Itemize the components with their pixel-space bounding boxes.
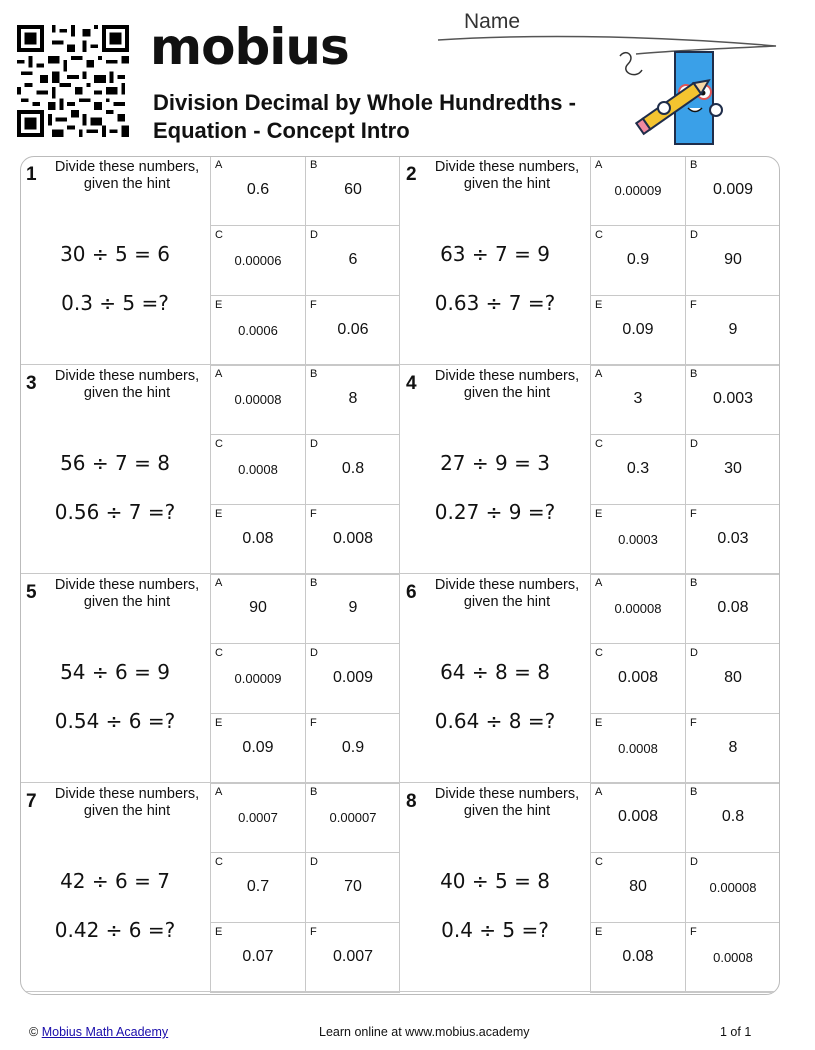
choice-letter: C [595, 438, 603, 450]
choice-letter: B [310, 577, 318, 589]
choice-value: 0.9 [341, 739, 365, 756]
choice-value: 0.03 [717, 530, 749, 547]
question-equation: 0.54 ÷ 6 =? [54, 709, 176, 733]
answer-choices [590, 574, 780, 783]
answer-choices [210, 156, 400, 365]
choice-d[interactable] [685, 853, 780, 923]
choice-letter: B [310, 159, 318, 171]
choice-letter: B [690, 577, 698, 589]
choice-letter: B [690, 159, 698, 171]
choice-value: 0.009 [332, 669, 374, 686]
choice-value: 9 [348, 599, 358, 616]
choice-c[interactable] [590, 853, 685, 923]
choice-letter: C [215, 229, 223, 241]
choice-letter: E [215, 926, 223, 938]
choice-letter: D [690, 856, 698, 868]
footer-copyright [29, 1025, 168, 1039]
problem-number: 4 [406, 373, 417, 394]
choice-value: 0.00007 [329, 810, 377, 825]
choice-value: 0.9 [626, 251, 650, 268]
page-number: 1 of 1 [720, 1025, 752, 1039]
choice-c[interactable] [590, 226, 685, 296]
choice-f[interactable] [685, 296, 780, 366]
problem-instructions: Divide these numbers, given the hint [54, 159, 200, 192]
choice-value: 60 [344, 181, 362, 198]
choice-value: 0.0006 [238, 323, 278, 338]
choice-letter: A [215, 577, 223, 589]
title-line-2: Equation - Concept Intro [153, 118, 410, 143]
choice-letter: A [595, 786, 603, 798]
choice-letter: C [215, 647, 223, 659]
choice-value: 0.003 [712, 390, 754, 407]
choice-value: 0.8 [721, 808, 745, 825]
choice-e[interactable] [590, 714, 685, 784]
choice-value: 6 [348, 251, 358, 268]
choice-letter: D [690, 438, 698, 450]
choice-a[interactable] [590, 783, 685, 853]
choice-value: 0.0008 [618, 741, 658, 756]
choice-letter: E [215, 299, 223, 311]
choice-value: 0.09 [622, 321, 654, 338]
problem-instructions: Divide these numbers, given the hint [434, 577, 580, 610]
choice-letter: B [310, 368, 318, 380]
choice-letter: B [690, 368, 698, 380]
choice-d[interactable] [305, 435, 400, 505]
choice-b[interactable] [685, 156, 780, 226]
choice-value: 8 [348, 390, 358, 407]
choice-b[interactable] [305, 156, 400, 226]
choice-letter: C [215, 856, 223, 868]
choice-letter: A [215, 159, 223, 171]
answer-choices [590, 783, 780, 992]
footer-website: Learn online at www.mobius.academy [319, 1025, 530, 1039]
choice-letter: E [595, 299, 603, 311]
problem-6 [400, 574, 780, 783]
hint-equation: 63 ÷ 7 = 9 [440, 242, 550, 266]
choice-a[interactable] [590, 156, 685, 226]
choice-value: 0.0003 [618, 532, 658, 547]
choice-value: 80 [629, 878, 647, 895]
choice-letter: D [310, 647, 318, 659]
choice-letter: E [595, 508, 603, 520]
mobius-logo [150, 18, 349, 76]
question-equation: 0.3 ÷ 5 =? [61, 291, 169, 315]
choice-value: 8 [728, 739, 738, 756]
hint-equation: 42 ÷ 6 = 7 [60, 869, 170, 893]
choice-letter: F [690, 717, 697, 729]
logo-text: mobius [150, 18, 349, 76]
choice-value: 90 [724, 251, 742, 268]
choice-letter: A [595, 368, 603, 380]
choice-a[interactable] [210, 156, 305, 226]
choice-value: 0.008 [617, 669, 659, 686]
choice-value: 0.007 [332, 948, 374, 965]
answer-choices [590, 365, 780, 574]
choice-value: 0.8 [341, 460, 365, 477]
choice-value: 0.7 [246, 878, 270, 895]
choice-c[interactable] [210, 226, 305, 296]
choice-letter: C [215, 438, 223, 450]
choice-c[interactable] [210, 644, 305, 714]
choice-f[interactable] [305, 714, 400, 784]
choice-value: 0.00009 [614, 183, 662, 198]
choice-d[interactable] [685, 435, 780, 505]
choice-value: 3 [633, 390, 643, 407]
choice-letter: E [215, 508, 223, 520]
hint-equation: 40 ÷ 5 = 8 [440, 869, 550, 893]
problem-number: 3 [26, 373, 37, 394]
question-equation: 0.64 ÷ 8 =? [434, 709, 556, 733]
choice-c[interactable] [590, 435, 685, 505]
choice-letter: A [215, 368, 223, 380]
choice-value: 0.0008 [238, 462, 278, 477]
choice-value: 0.00009 [234, 671, 282, 686]
choice-value: 0.6 [246, 181, 270, 198]
choice-b[interactable] [685, 365, 780, 435]
choice-f[interactable] [305, 505, 400, 575]
question-equation: 0.63 ÷ 7 =? [434, 291, 556, 315]
choice-letter: E [595, 717, 603, 729]
question-equation: 0.56 ÷ 7 =? [54, 500, 176, 524]
choice-value: 0.09 [242, 739, 274, 756]
choice-b[interactable] [305, 574, 400, 644]
choice-d[interactable] [305, 644, 400, 714]
choice-letter: D [690, 229, 698, 241]
choice-value: 80 [724, 669, 742, 686]
choice-value: 9 [728, 321, 738, 338]
choice-a[interactable] [590, 365, 685, 435]
choice-e[interactable] [210, 923, 305, 993]
worksheet-title [153, 89, 653, 145]
choice-letter: E [215, 717, 223, 729]
qr-code [17, 25, 129, 137]
choice-letter: A [595, 577, 603, 589]
problem-number: 8 [406, 791, 417, 812]
choice-d[interactable] [685, 644, 780, 714]
choice-value: 0.00006 [234, 253, 282, 268]
choice-d[interactable] [685, 226, 780, 296]
choice-letter: E [595, 926, 603, 938]
name-label: Name [464, 10, 521, 33]
mobius-academy-link[interactable]: Mobius Math Academy [41, 1025, 169, 1039]
problem-7 [20, 783, 400, 992]
problem-1 [20, 156, 400, 365]
problems-grid [20, 156, 780, 995]
choice-f[interactable] [685, 505, 780, 575]
choice-value: 30 [724, 460, 742, 477]
answer-choices [210, 783, 400, 992]
problem-instructions: Divide these numbers, given the hint [434, 368, 580, 401]
hint-equation: 56 ÷ 7 = 8 [60, 451, 170, 475]
problem-number: 5 [26, 582, 37, 603]
choice-a[interactable] [210, 783, 305, 853]
choice-d[interactable] [305, 226, 400, 296]
choice-f[interactable] [685, 714, 780, 784]
title-line-1: Division Decimal by Whole Hundredths - [153, 90, 576, 115]
choice-value: 0.00008 [614, 601, 662, 616]
choice-a[interactable] [210, 365, 305, 435]
problem-instructions: Divide these numbers, given the hint [54, 577, 200, 610]
choice-letter: F [310, 926, 317, 938]
choice-b[interactable] [685, 783, 780, 853]
problem-number: 1 [26, 164, 37, 185]
choice-letter: F [310, 299, 317, 311]
choice-letter: B [690, 786, 698, 798]
choice-value: 0.0008 [713, 950, 753, 965]
problem-instructions: Divide these numbers, given the hint [54, 786, 200, 819]
choice-a[interactable] [210, 574, 305, 644]
choice-letter: D [310, 438, 318, 450]
choice-value: 0.07 [242, 948, 274, 965]
problem-2 [400, 156, 780, 365]
choice-value: 0.06 [337, 321, 369, 338]
choice-letter: A [595, 159, 603, 171]
choice-f[interactable] [305, 923, 400, 993]
choice-letter: B [310, 786, 318, 798]
copyright-symbol: © [29, 1025, 39, 1039]
problem-8 [400, 783, 780, 992]
answer-choices [210, 574, 400, 783]
choice-letter: D [310, 856, 318, 868]
hint-equation: 30 ÷ 5 = 6 [60, 242, 170, 266]
choice-letter: F [690, 299, 697, 311]
choice-e[interactable] [590, 296, 685, 366]
choice-value: 0.08 [242, 530, 274, 547]
problem-4 [400, 365, 780, 574]
choice-letter: F [690, 508, 697, 520]
choice-letter: C [595, 856, 603, 868]
choice-value: 0.008 [617, 808, 659, 825]
choice-value: 0.008 [332, 530, 374, 547]
choice-letter: D [310, 229, 318, 241]
choice-value: 0.00008 [709, 880, 757, 895]
question-equation: 0.27 ÷ 9 =? [434, 500, 556, 524]
choice-e[interactable] [210, 296, 305, 366]
problem-number: 2 [406, 164, 417, 185]
choice-value: 0.0007 [238, 810, 278, 825]
choice-e[interactable] [590, 505, 685, 575]
problem-5 [20, 574, 400, 783]
choice-f[interactable] [685, 923, 780, 993]
answer-choices [210, 365, 400, 574]
answer-choices [590, 156, 780, 365]
question-equation: 0.42 ÷ 6 =? [54, 918, 176, 942]
choice-letter: F [310, 508, 317, 520]
problem-instructions: Divide these numbers, given the hint [54, 368, 200, 401]
choice-b[interactable] [305, 783, 400, 853]
choice-letter: C [595, 229, 603, 241]
question-equation: 0.4 ÷ 5 =? [441, 918, 549, 942]
hint-equation: 54 ÷ 6 = 9 [60, 660, 170, 684]
choice-letter: F [310, 717, 317, 729]
choice-c[interactable] [210, 853, 305, 923]
problem-instructions: Divide these numbers, given the hint [434, 786, 580, 819]
choice-value: 0.3 [626, 460, 650, 477]
choice-letter: C [595, 647, 603, 659]
choice-letter: F [690, 926, 697, 938]
choice-value: 90 [249, 599, 267, 616]
choice-d[interactable] [305, 853, 400, 923]
choice-letter: D [690, 647, 698, 659]
choice-b[interactable] [685, 574, 780, 644]
problem-number: 7 [26, 791, 37, 812]
hint-equation: 27 ÷ 9 = 3 [440, 451, 550, 475]
choice-e[interactable] [210, 505, 305, 575]
choice-f[interactable] [305, 296, 400, 366]
problem-number: 6 [406, 582, 417, 603]
problem-3 [20, 365, 400, 574]
choice-e[interactable] [210, 714, 305, 784]
choice-e[interactable] [590, 923, 685, 993]
choice-value: 0.08 [717, 599, 749, 616]
choice-c[interactable] [590, 644, 685, 714]
choice-value: 0.08 [622, 948, 654, 965]
hint-equation: 64 ÷ 8 = 8 [440, 660, 550, 684]
choice-value: 0.009 [712, 181, 754, 198]
choice-value: 0.00008 [234, 392, 282, 407]
choice-a[interactable] [590, 574, 685, 644]
mascot-icon [612, 48, 742, 153]
choice-value: 70 [344, 878, 362, 895]
choice-b[interactable] [305, 365, 400, 435]
choice-c[interactable] [210, 435, 305, 505]
problem-instructions: Divide these numbers, given the hint [434, 159, 580, 192]
choice-letter: A [215, 786, 223, 798]
